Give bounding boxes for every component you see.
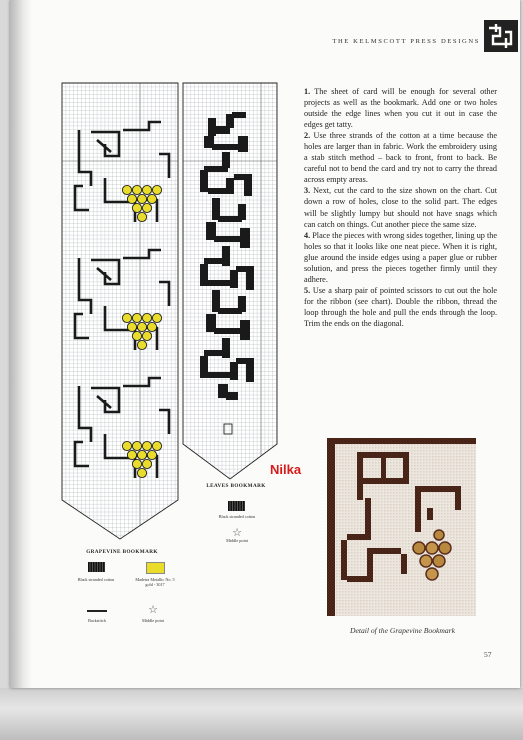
knot-logo-icon [484,20,518,52]
instruction-text: Next, cut the card to the size shown on the chart. Cut down a row of holes, close to the solid part. The edges will be slightly lumpy but should not have snags which can catch on things. Cut another piece the same size. [304,186,498,229]
leaves-chart [182,82,292,482]
leaves-key-label: Black stranded cotton [218,514,256,519]
leaves-middle-star-icon: ☆ [232,527,242,539]
scan-background [0,688,523,740]
grapevine-black-swatch [88,562,105,572]
instruction-text: Place the pieces with wrong sides together, lining up the holes so that it looks like one neat piece. When it is right, glue around the inside edges using a paper glue or rubber solution, and press the pieces together firmly until they adhere. [304,230,498,284]
page-number: 57 [484,650,492,659]
instruction-step [304,130,497,185]
running-header: THE KELMSCOTT PRESS DESIGNS [332,38,480,45]
leaves-black-swatch [228,501,245,511]
grapevine-key-gold: Madeira Metallic No. 5 gold - 3017 [135,577,175,587]
grapevine-middle-star-icon: ☆ [148,604,158,616]
instruction-text: Use three strands of the cotton at a time because the holes are larger than in fabric. Work the embroidery using a stab stitch method – back to front, front to back. Be careful not to bend the card and try not to carry the thread across empty areas. [304,131,497,185]
grapevine-chart [61,82,181,542]
instruction-number: 4. [304,230,311,240]
leaves-title [206,483,266,489]
grapevine-middle-label: Middle point [142,618,164,623]
instruction-text: The sheet of card will be enough for several other projects as well as the bookmark. Add one or two holes outside the edge lines when you cut it out in case the edges get tatty. [304,87,497,130]
embroidery-detail-photo [327,438,476,616]
photo-caption: Detail of the Grapevine Bookmark [349,626,456,635]
leaves-middle-label: Middle point [226,538,248,543]
instruction-step [304,230,497,285]
leaves-title-text: LEAVES BOOKMARK [206,483,266,489]
page-gutter [10,0,32,688]
watermark-text: Nilka [270,462,302,477]
backstitch-line-icon [87,610,107,612]
instruction-text: Use a sharp pair of pointed scissors to cut out the hole for the ribbon (see chart). Double the ribbon, thread the loop through the hole and pull the ends through the loop. Trim the ends on the diagonal. [304,285,497,328]
instruction-step [304,285,497,329]
grapevine-gold-swatch [146,562,165,574]
grapevine-key-black: Black stranded cotton [77,577,115,582]
backstitch-label: Backstitch [88,618,106,623]
instruction-number: 3. [304,186,311,196]
book-page [10,0,520,688]
instruction-step [304,185,497,229]
instruction-step [304,86,497,130]
instruction-number: 2. [304,131,311,141]
instruction-number: 1. [304,87,311,96]
instructions [304,86,497,329]
grapevine-title: GRAPEVINE BOOKMARK [86,549,158,555]
instruction-number: 5. [304,285,311,295]
